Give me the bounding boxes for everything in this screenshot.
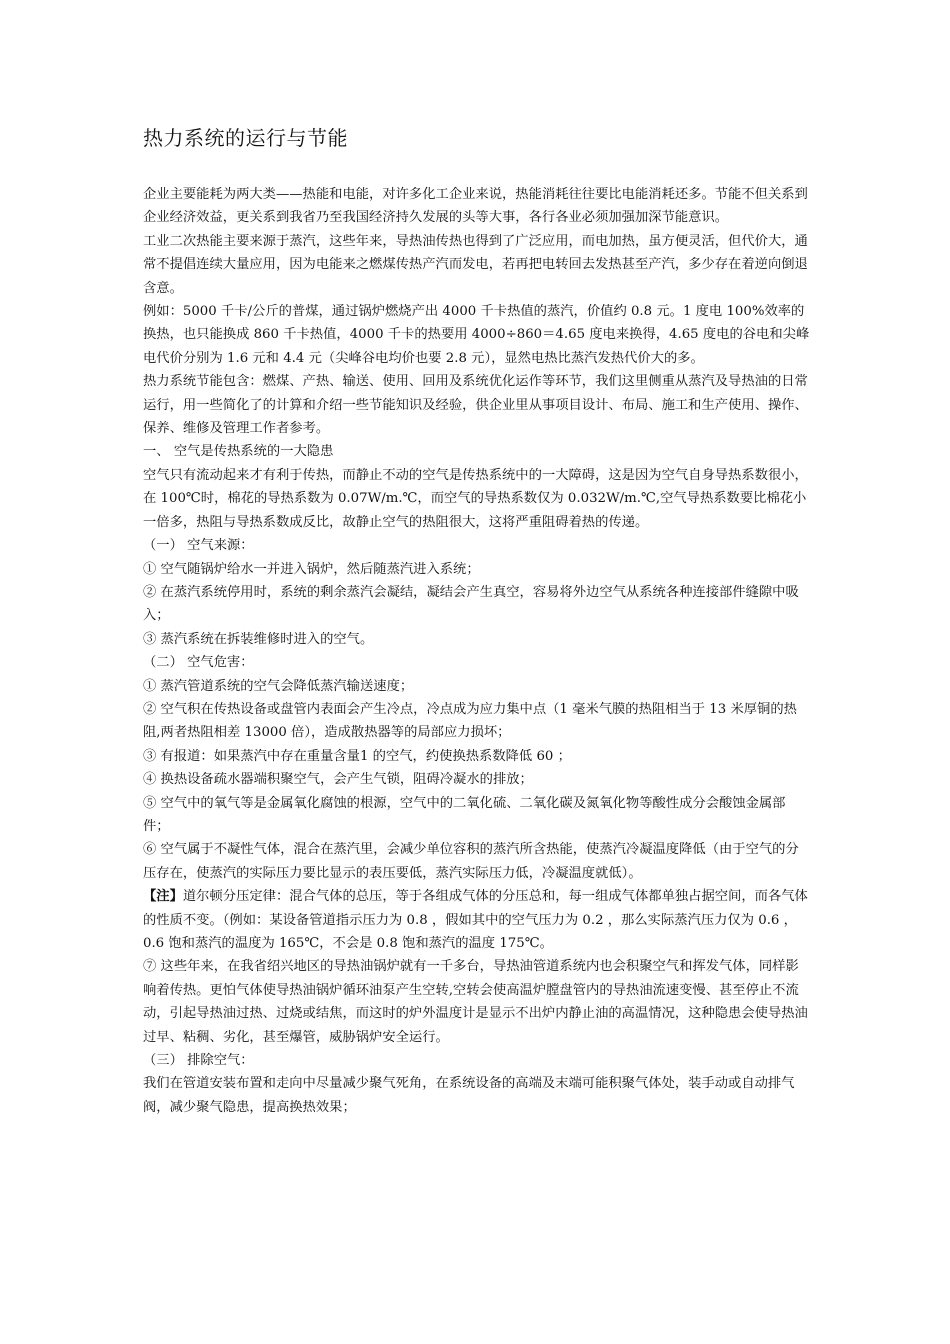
- list-item-hazard-7: ⑦ 这些年来，在我省绍兴地区的导热油锅炉就有一千多台，导热油管道系统内也会积聚空气和挥发气体，同样影响着传热。更怕气体使导热油锅炉循环油泵产生空转,空转会使高温炉膛盘管内的导热油流速变慢、甚至停止不流动，引起导热油过热、过烧或结焦，而这时的炉外温度计是显示不出炉内静止油的高温情况，这种隐患会使导热油过早、粘稠、劣化，甚至爆管，威胁锅炉安全运行。: [143, 959, 808, 1045]
- list-item-hazard-3: ③ 有报道：如果蒸汽中存在重量含量1 的空气，约使换热系数降低 60 ；: [143, 748, 571, 764]
- list-item-hazard-2: ② 空气积在传热设备或盘管内表面会产生冷点，冷点成为应力集中点（1 毫米气膜的热阻相当于 13 米厚铜的热阻,两者热阻相差 13000 倍），造成散热器等的局部应力损坏；: [143, 701, 797, 741]
- list-item-source-1: ① 空气随锅炉给水一并进入锅炉，然后随蒸汽进入系统；: [143, 561, 480, 577]
- paragraph-cost-example: 例如：5000 千卡/公斤的普煤，通过锅炉燃烧产出 4000 千卡热值的蒸汽，价值约 0.8 元。1 度电 100%效率的换热，也只能换成 860 千卡热值，4000 千卡的热要用 4000÷860＝4.65 度电来换得，4.65 度电的谷电和尖峰电代价分别为 1.6 元和 4.4 元（尖峰谷电均价也要 2.8 元），显然电热比蒸汽发热代价大的多。: [143, 304, 810, 366]
- subheading-air-removal: （三） 排除空气：: [143, 1053, 254, 1069]
- list-item-hazard-5: ⑤ 空气中的氧气等是金属氧化腐蚀的根源，空气中的二氧化硫、二氧化碳及氮氧化物等酸性成分会酸蚀金属部件；: [143, 795, 786, 834]
- paragraph-air-conductivity: 空气只有流动起来才有利于传热，而静止不动的空气是传热系统中的一大障碍，这是因为空气自身导热系数很小，在 100℃时，棉花的导热系数为 0.07W/m.℃，而空气的导热系数仅为 0.032W/m.℃,空气导热系数要比棉花小一倍多，热阻与导热系数成反比，故静止空气的热阻很大，这将严重阻碍着热的传递。: [143, 467, 808, 530]
- list-item-hazard-1: ① 蒸汽管道系统的空气会降低蒸汽输送速度；: [143, 678, 414, 694]
- document-title: 热力系统的运行与节能: [143, 126, 348, 150]
- note-tag: 【注】: [143, 889, 183, 905]
- paragraph-air-removal: 我们在管道安装布置和走向中尽量减少聚气死角，在系统设备的高端及末端可能积聚气体处，装手动或自动排气阀，减少聚气隐患，提高换热效果；: [143, 1076, 795, 1115]
- list-item-hazard-4: ④ 换热设备疏水器端积聚空气，会产生气锁，阻碍冷凝水的排放；: [143, 772, 533, 788]
- note-dalton-law: [143, 885, 811, 955]
- note-text: 道尔顿分压定律：混合气体的总压，等于各组成气体的分压总和，每一组成气体都单独占据空间，而各气体的性质不变。（例如：某设备管道指示压力为 0.8 ，假如其中的空气压力为 0.2 ，那么实际蒸汽压力仅为 0.6 ，0.6 饱和蒸汽的温度为 165℃，不会是 0.8 饱和蒸汽的温度 175℃。: [143, 889, 808, 951]
- document-body: [143, 183, 811, 1119]
- paragraph-scope: 热力系统节能包含：燃煤、产热、输送、使用、回用及系统优化运作等环节，我们这里侧重从蒸汽及导热油的日常运行，用一些简化了的计算和介绍一些节能知识及经验，供企业里从事项目设计、布局、施工和生产使用、操作、保养、维修及管理工作者参考。: [143, 374, 808, 437]
- paragraph-energy-intro: 企业主要能耗为两大类——热能和电能，对许多化工企业来说，热能消耗往往要比电能消耗还多。节能不但关系到企业经济效益，更关系到我省乃至我国经济持久发展的头等大事，各行各业必须加强加深节能意识。: [143, 187, 808, 226]
- list-item-source-2: ② 在蒸汽系统停用时，系统的剩余蒸汽会凝结，凝结会产生真空，容易将外边空气从系统各种连接部件缝隙中吸入；: [143, 584, 799, 624]
- section-heading-air: 一、 空气是传热系统的一大隐患: [143, 444, 334, 460]
- paragraph-steam-source: 工业二次热能主要来源于蒸汽，这些年来，导热油传热也得到了广泛应用，而电加热，虽方便灵活，但代价大，通常不提倡连续大量应用，因为电能来之燃煤传热产汽而发电，若再把电转回去发热甚至产汽，多少存在着逆向倒退含意。: [143, 233, 808, 296]
- subheading-air-hazards: （二） 空气危害：: [143, 655, 254, 671]
- subheading-air-sources: （一） 空气来源：: [143, 538, 254, 554]
- list-item-source-3: ③ 蒸汽系统在拆装维修时进入的空气。: [143, 631, 374, 647]
- list-item-hazard-6: ⑥ 空气属于不凝性气体，混合在蒸汽里，会减少单位容积的蒸汽所含热能，使蒸汽冷凝温度降低（由于空气的分压存在，使蒸汽的实际压力要比显示的表压要低，蒸汽实际压力低，冷凝温度就低）。: [143, 842, 799, 881]
